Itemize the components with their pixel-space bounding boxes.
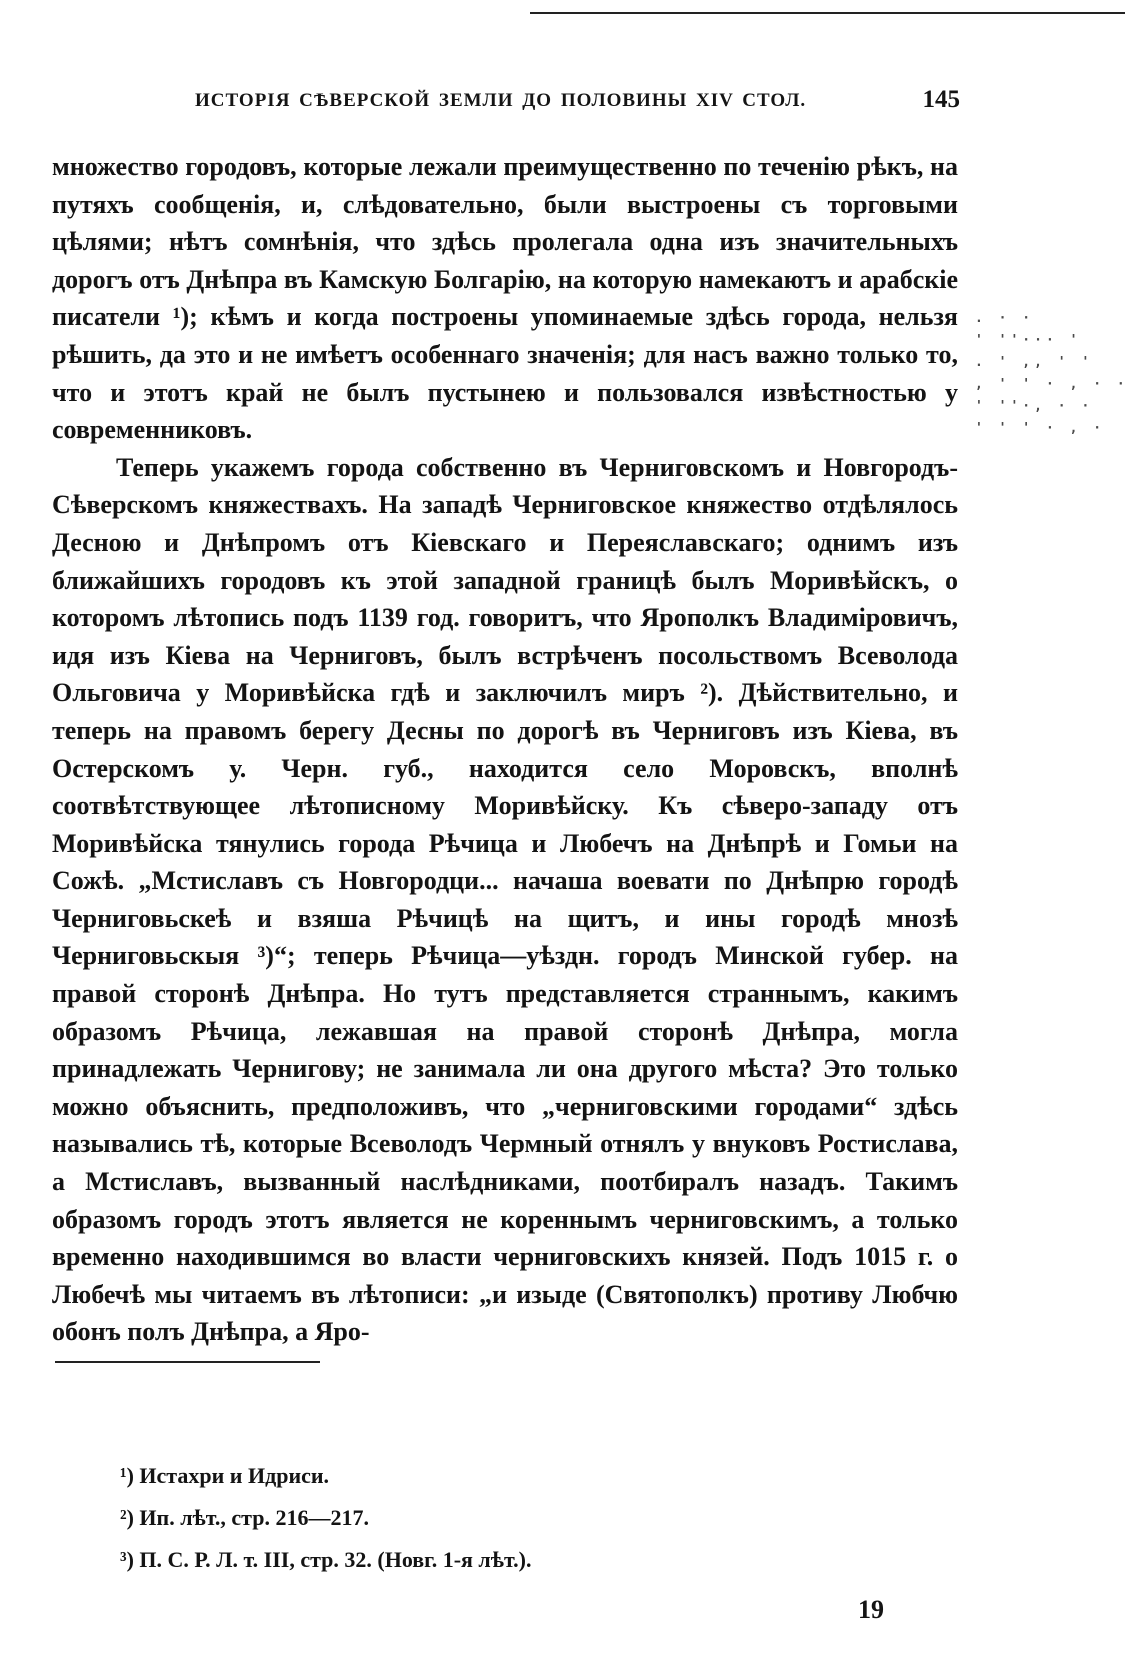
page-header: [55, 86, 960, 126]
body-text: [52, 148, 958, 1351]
paragraph-1: множество городовъ, которые лежали преимущественно по теченію рѣкъ, на путяхъ сообщенія, и, слѣдовательно, были выстроены съ торговыми цѣлями; нѣтъ сомнѣнія, что здѣсь пролегала одна изъ значительныхъ дорогъ отъ Днѣпра въ Камскую Болгарію, на которую намекаютъ и арабскіе писатели ¹); кѣмъ и когда построены упоминаемые здѣсь города, нельзя рѣшить, да это и не имѣетъ особеннаго значенія; для насъ важно только то, что и этотъ край не былъ пустынею и пользовался извѣстностью у современниковъ.: [52, 152, 958, 445]
footnote-1: ¹) Истахри и Идриси.: [120, 1463, 330, 1488]
footnote-rule: [55, 1361, 320, 1363]
top-rule: [530, 12, 1125, 14]
running-head: ИСТОРІЯ СѢВЕРСКОЙ ЗЕМЛИ ДО ПОЛОВИНЫ XIV СТОЛ.: [195, 90, 807, 111]
footnotes: [120, 1455, 820, 1581]
footnote-3: ³) П. С. Р. Л. т. III, стр. 32. (Новг. 1-я лѣт.).: [120, 1547, 532, 1572]
paragraph-2: Теперь укажемъ города собственно въ Черниговскомъ и Новгородъ-Сѣверскомъ княжествахъ. На западѣ Черниговское княжество отдѣлялось Десною и Днѣпромъ отъ Кіевскаго и Переяславскаго; однимъ изъ ближайшихъ городовъ къ этой западной границѣ былъ Моривѣйскъ, о которомъ лѣтопись подъ 1139 год. говоритъ, что Ярополкъ Владиміровичъ, идя изъ Кіева на Черниговъ, былъ встрѣченъ посольствомъ Всеволода Ольговича у Моривѣйска гдѣ и заключилъ миръ ²). Дѣйствительно, и теперь на правомъ берегу Десны по дорогѣ въ Черниговъ изъ Кіева, въ Остерскомъ у. Черн. губ., находится село Моровскъ, вполнѣ соотвѣтствующее лѣтописному Моривѣйску. Къ сѣверо-западу отъ Моривѣйска тянулись города Рѣчица и Любечъ на Днѣпрѣ и Гомьи на Сожѣ. „Мстиславъ съ Новгородци... начаша воевати по Днѣпрю городѣ Черниговьскеѣ и взяша Рѣчицѣ на щитъ, и ины городѣ мнозѣ Черниговьскыя ³)“; теперь Рѣчица—уѣздн. городъ Минской губер. на правой сторонѣ Днѣпра. Но тутъ представляется страннымъ, какимъ образомъ Рѣчица, лежавшая на правой сторонѣ Днѣпра, могла принадлежать Чернигову; не занимала ли она другого мѣста? Это только можно объяснить, предположивъ, что „черниговскими городами“ здѣсь назывались тѣ, которые Всеволодъ Чермный отнялъ у внуковъ Ростислава, а Мстиславъ, вызванный наслѣдниками, поотбиралъ назадъ. Такимъ образомъ городъ этотъ является не кореннымъ черниговскимъ, а только временно находившимся во власти черниговскихъ князей. Подъ 1015 г. о Любечѣ мы читаемъ въ лѣтописи: „и изыде (Святополкъ) противу Любчю обонъ полъ Днѣпра, а Яро-: [52, 452, 958, 1347]
signature-mark: 19: [858, 1595, 884, 1624]
margin-marks: . · · ' ''··· ' . ' ,, ' ' , ' ' · , · · ' ''·, · · ' ' ' · , ·: [975, 311, 1129, 436]
footnote-2: ²) Ип. лѣт., стр. 216—217.: [120, 1505, 369, 1530]
page-number: 145: [922, 86, 960, 113]
